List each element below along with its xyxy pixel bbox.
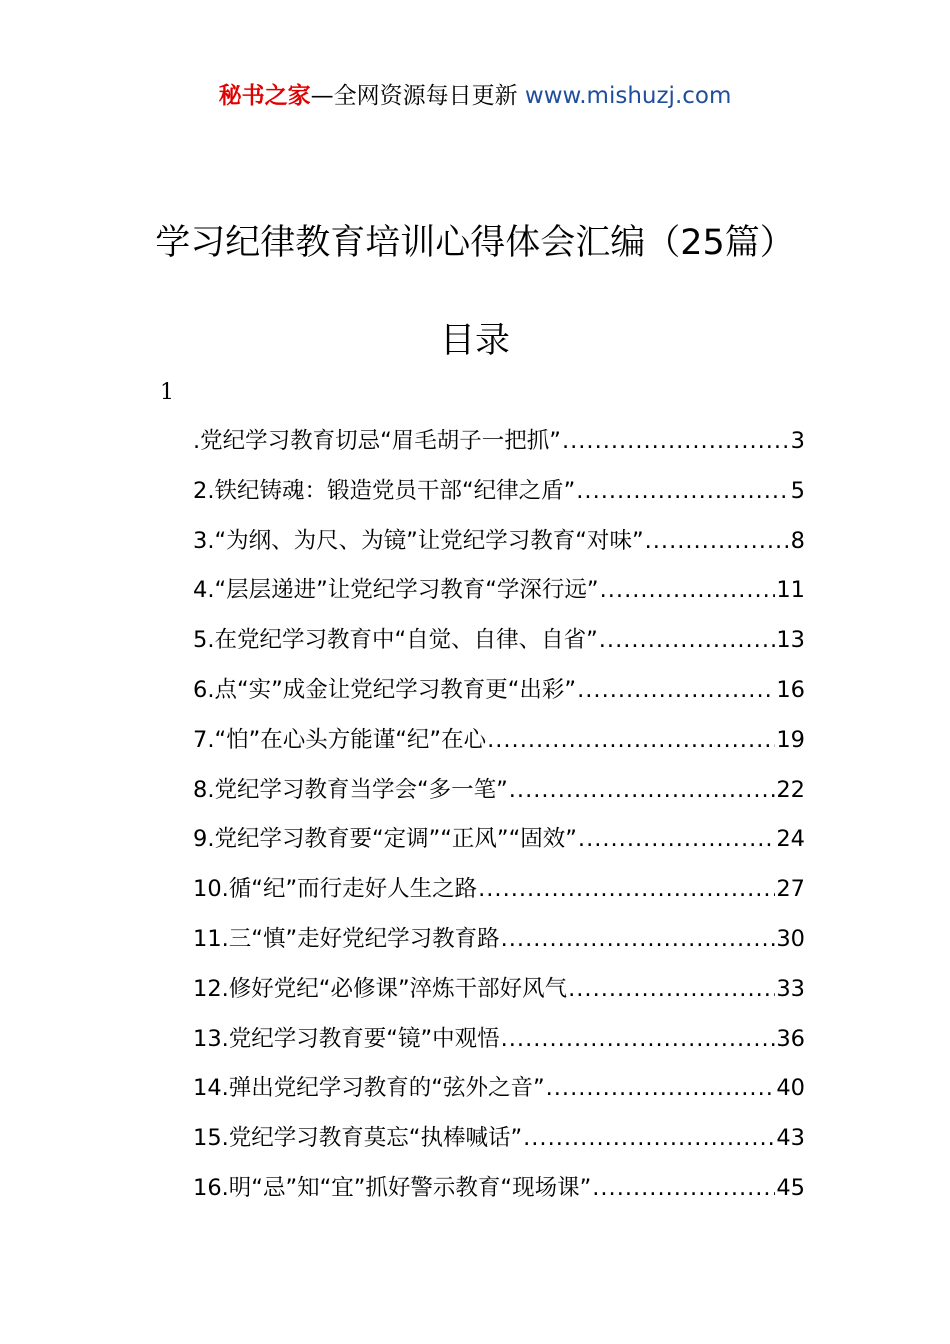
toc-entry[interactable] [193, 1168, 805, 1218]
toc-entry[interactable] [193, 521, 805, 571]
toc-leader-dots [599, 620, 776, 660]
toc-entry-title: 6.点“实”成金让党纪学习教育更“出彩” [193, 676, 577, 703]
toc-entry-title: 8.党纪学习教育当学会“多一笔” [193, 776, 508, 803]
toc-entry-page: 13 [776, 627, 805, 654]
toc-leader-dots [501, 919, 776, 959]
toc-entry[interactable] [193, 471, 805, 521]
toc-entry[interactable] [193, 919, 805, 969]
toc-entry-title: 14.弹出党纪学习教育的“弦外之音” [193, 1075, 545, 1102]
toc-entry-title: .党纪学习教育切忌“眉毛胡子一把抓” [193, 428, 561, 454]
toc-entry[interactable] [193, 770, 805, 820]
toc-leader-dots [568, 969, 775, 1009]
toc-entry-page: 45 [776, 1174, 805, 1201]
toc-entry-title: 5.在党纪学习教育中“自觉、自律、自省” [193, 627, 598, 654]
page-marker: 1 [160, 380, 174, 405]
toc-leader-dots [501, 1019, 776, 1059]
toc-entry-title: 11.三“慎”走好党纪学习教育路 [193, 925, 500, 952]
toc-entry-title: 2.铁纪铸魂：锻造党员干部“纪律之盾” [193, 477, 576, 504]
toc-entry[interactable] [193, 670, 805, 720]
toc-entry[interactable] [193, 720, 805, 770]
site-url-link[interactable]: www.mishuzj.com [524, 83, 732, 109]
toc-entry[interactable] [193, 869, 805, 919]
toc-leader-dots [546, 1068, 776, 1108]
toc-leader-dots [487, 720, 775, 760]
toc-entry-title: 4.“层层递进”让党纪学习教育“学深行远” [193, 577, 599, 604]
toc-entry-page: 33 [776, 975, 805, 1002]
toc-leader-dots [509, 770, 776, 810]
toc-entry-page: 19 [776, 726, 805, 753]
toc-entry-title: 9.党纪学习教育要“定调”“正风”“固效” [193, 826, 577, 853]
toc-entry[interactable] [193, 1118, 805, 1168]
toc-entry[interactable] [193, 570, 805, 620]
site-header [0, 78, 950, 114]
toc-list [193, 421, 805, 1218]
toc-leader-dots [576, 471, 789, 511]
toc-entry-page: 36 [776, 1025, 805, 1052]
toc-entry-page: 8 [790, 527, 805, 554]
toc-entry-page: 27 [776, 876, 805, 903]
toc-entry[interactable] [193, 969, 805, 1019]
toc-entry-page: 16 [776, 676, 805, 703]
toc-entry[interactable] [193, 620, 805, 670]
toc-heading: 目录 [439, 321, 510, 361]
toc-entry-title: 7.“怕”在心头方能谨“纪”在心 [193, 726, 487, 753]
toc-entry[interactable] [193, 1019, 805, 1069]
toc-leader-dots [600, 570, 776, 610]
site-brand: 秘书之家 [218, 83, 311, 109]
toc-entry-page: 5 [790, 477, 805, 504]
toc-entry-page: 43 [776, 1125, 805, 1152]
toc-entry[interactable] [193, 1068, 805, 1118]
site-tagline: —全网资源每日更新 [310, 83, 525, 109]
toc-entry-title: 3.“为纲、为尺、为镜”让党纪学习教育“对味” [193, 527, 644, 554]
toc-entry-title: 12.修好党纪“必修课”淬炼干部好风气 [193, 975, 568, 1002]
toc-leader-dots [577, 670, 775, 710]
toc-leader-dots [645, 521, 790, 561]
toc-entry-title: 13.党纪学习教育要“镜”中观悟 [193, 1025, 500, 1052]
toc-entry-page: 3 [790, 428, 805, 454]
toc-entry-page: 22 [776, 776, 805, 803]
toc-leader-dots [578, 819, 775, 859]
toc-entry[interactable] [193, 819, 805, 869]
toc-leader-dots [523, 1118, 775, 1158]
toc-entry[interactable] [193, 421, 805, 471]
toc-entry-page: 24 [776, 826, 805, 853]
toc-entry-page: 30 [776, 925, 805, 952]
toc-entry-page: 11 [776, 577, 805, 604]
toc-entry-title: 10.循“纪”而行走好人生之路 [193, 876, 478, 903]
toc-leader-dots [562, 421, 790, 461]
toc-leader-dots [592, 1168, 775, 1208]
toc-entry-page: 40 [776, 1075, 805, 1102]
toc-leader-dots [478, 869, 775, 909]
document-title: 学习纪律教育培训心得体会汇编（25篇） [155, 223, 795, 263]
toc-entry-title: 15.党纪学习教育莫忘“执棒喊话” [193, 1125, 523, 1152]
toc-entry-title: 16.明“忌”知“宜”抓好警示教育“现场课” [193, 1174, 592, 1201]
